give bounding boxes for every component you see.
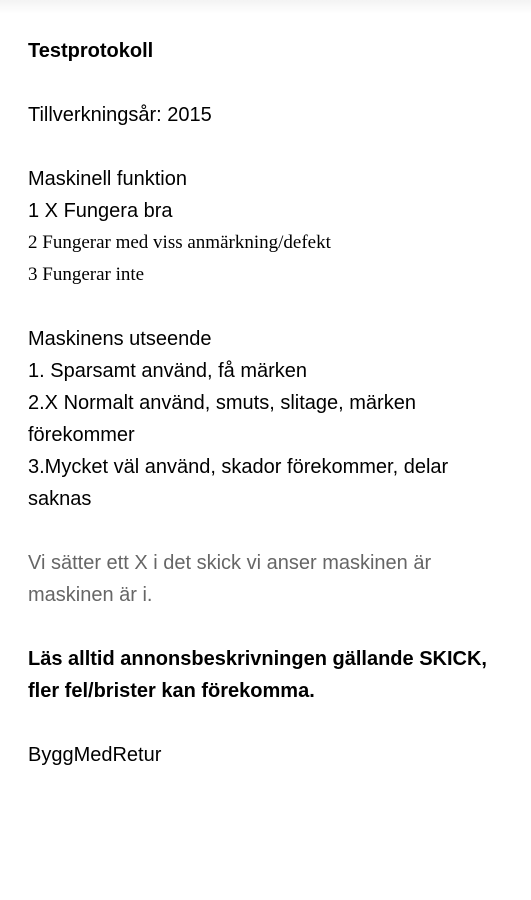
condition-note: Vi sätter ett X i det skick vi anser maskinen är maskinen är i.	[28, 552, 432, 606]
appearance-item-3: 3.Mycket väl använd, skador förekommer, delar saknas	[28, 456, 449, 510]
spacer	[28, 707, 498, 739]
message-content	[28, 35, 498, 771]
function-item-2: 2 Fungerar med viss anmärkning/defekt	[28, 232, 331, 253]
document-title: Testprotokoll	[28, 40, 154, 62]
function-item-3: 3 Fungerar inte	[28, 264, 145, 285]
manufacture-year: Tillverkningsår: 2015	[28, 104, 212, 126]
appearance-item-1: 1. Sparsamt använd, få märken	[28, 360, 308, 382]
machine-function-heading: Maskinell funktion	[28, 168, 187, 190]
function-item-1: 1 X Fungera bra	[28, 200, 173, 222]
spacer	[28, 291, 498, 323]
condition-warning: Läs alltid annonsbeskrivningen gällande SKICK, fler fel/brister kan förekomma.	[28, 648, 487, 702]
spacer	[28, 67, 498, 99]
spacer	[28, 611, 498, 643]
spacer	[28, 515, 498, 547]
signature: ByggMedRetur	[28, 744, 162, 766]
machine-appearance-heading: Maskinens utseende	[28, 328, 212, 350]
appearance-item-2: 2.X Normalt använd, smuts, slitage, märken förekommer	[28, 392, 416, 446]
spacer	[28, 131, 498, 163]
top-edge-shadow	[0, 0, 531, 14]
